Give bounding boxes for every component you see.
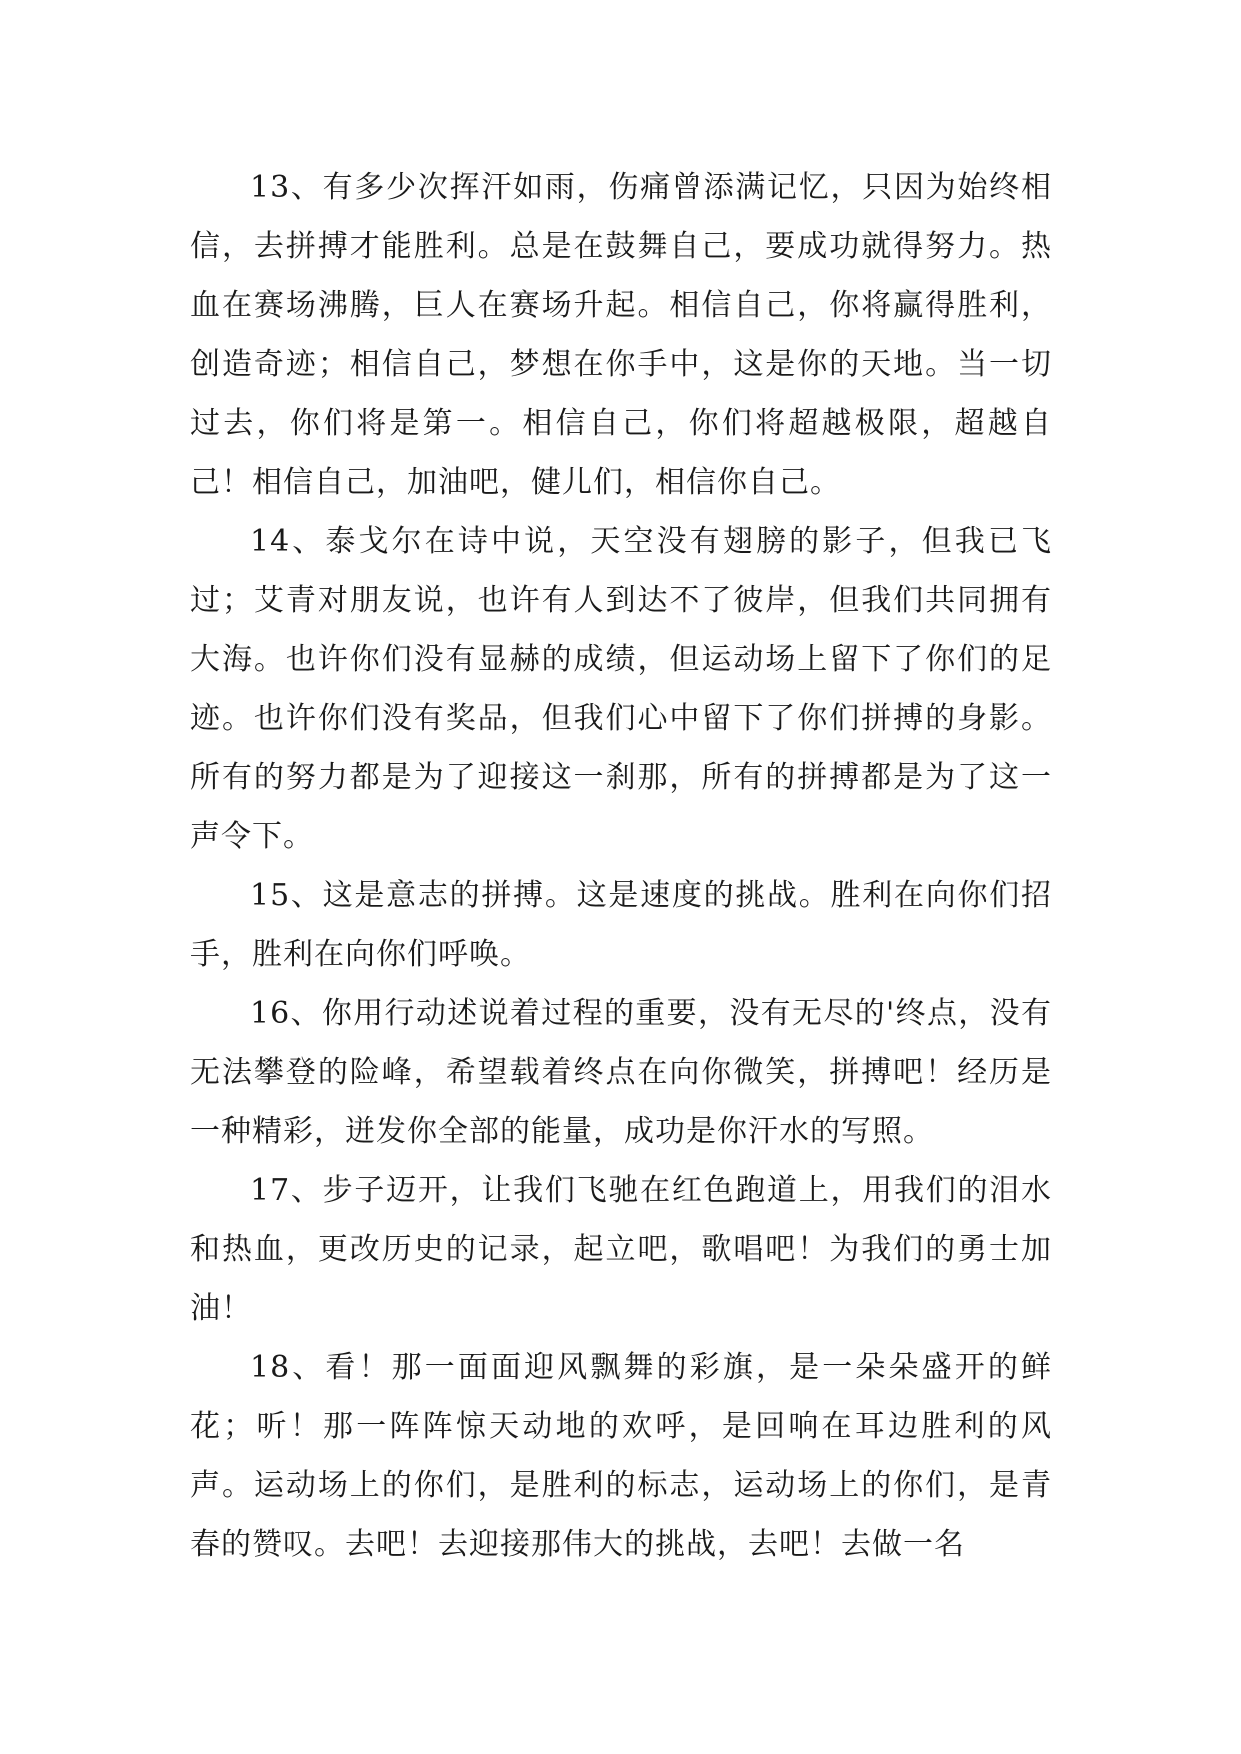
paragraph-18: 18、看！那一面面迎风飘舞的彩旗，是一朵朵盛开的鲜花；听！那一阵阵惊天动地的欢呼，是回响在耳边胜利的风声。运动场上的你们，是胜利的标志，运动场上的你们，是青春的赞叹。去吧！去迎接那伟大的挑战，去吧！去做一名: [190, 1350, 1052, 1562]
paragraph-16: 16、你用行动述说着过程的重要，没有无尽的'终点，没有无法攀登的险峰，希望载着终点在向你微笑，拼搏吧！经历是一种精彩，迸发你全部的能量，成功是你汗水的写照。: [190, 996, 1052, 1149]
paragraph-15: 15、这是意志的拼搏。这是速度的挑战。胜利在向你们招手，胜利在向你们呼唤。: [190, 878, 1052, 972]
paragraph-17: 17、步子迈开，让我们飞驰在红色跑道上，用我们的泪水和热血，更改历史的记录，起立吧，歌唱吧！为我们的勇士加油！: [190, 1173, 1052, 1326]
paragraph-13: 13、有多少次挥汗如雨，伤痛曾添满记忆，只因为始终相信，去拼搏才能胜利。总是在鼓舞自己，要成功就得努力。热血在赛场沸腾，巨人在赛场升起。相信自己，你将赢得胜利，创造奇迹；相信自己，梦想在你手中，这是你的天地。当一切过去，你们将是第一。相信自己，你们将超越极限，超越自己！相信自己，加油吧，健儿们，相信你自己。: [190, 170, 1052, 500]
paragraph-14: 14、泰戈尔在诗中说，天空没有翅膀的影子，但我已飞过；艾青对朋友说，也许有人到达不了彼岸，但我们共同拥有大海。也许你们没有显赫的成绩，但运动场上留下了你们的足迹。也许你们没有奖品，但我们心中留下了你们拼搏的身影。所有的努力都是为了迎接这一刹那，所有的拼搏都是为了这一声令下。: [190, 524, 1052, 854]
document-body: [190, 158, 1052, 1574]
